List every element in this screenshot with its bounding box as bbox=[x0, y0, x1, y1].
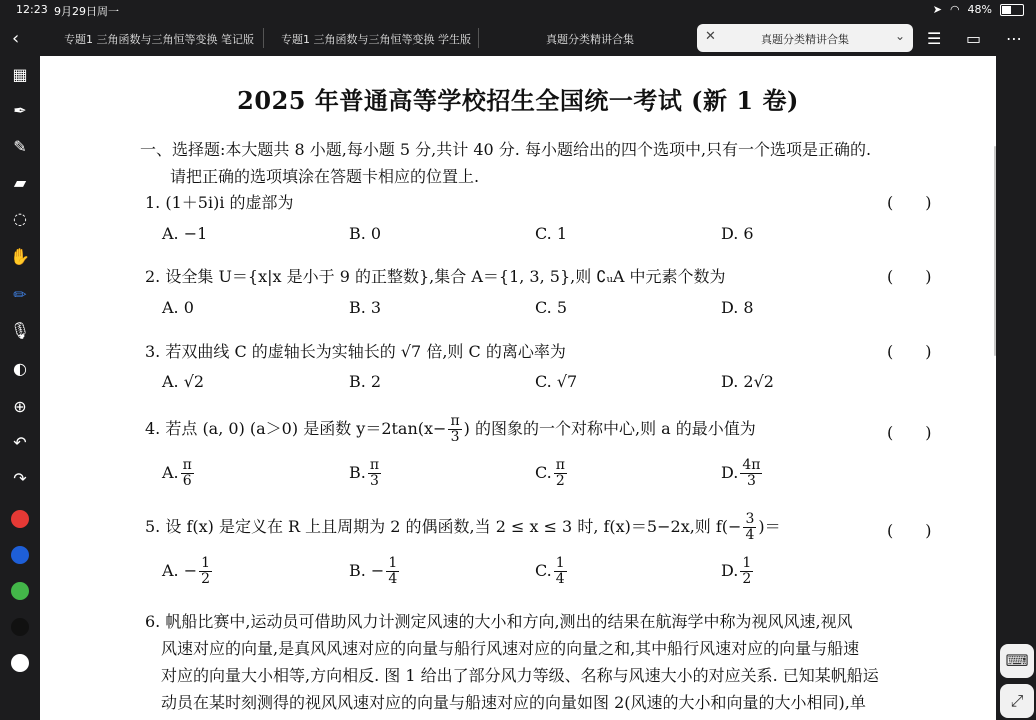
q4-stem-fraction bbox=[448, 414, 461, 445]
fraction-numerator: 1 bbox=[388, 555, 398, 571]
q4-option-c bbox=[535, 458, 569, 489]
q4-stem bbox=[145, 414, 756, 445]
chevron-left-icon[interactable]: ‹ bbox=[12, 28, 20, 49]
q4-stem-post: ) 的图象的一个对称中心,则 a 的最小值为 bbox=[463, 419, 756, 438]
redo-icon[interactable]: ↷ bbox=[13, 469, 27, 488]
fraction-numerator: 1 bbox=[742, 555, 752, 571]
option-label: A. bbox=[162, 463, 179, 482]
location-icon: ➤ bbox=[932, 3, 942, 16]
status-bar bbox=[0, 0, 1036, 20]
fraction-denominator: 6 bbox=[182, 473, 192, 489]
color-black[interactable] bbox=[11, 618, 29, 636]
q6-stem bbox=[145, 608, 955, 716]
fraction-numerator: 4π bbox=[742, 457, 761, 473]
q1-option-a: A. −1 bbox=[162, 224, 208, 243]
fraction-denominator: 4 bbox=[388, 571, 398, 587]
option-label: D. bbox=[721, 561, 739, 580]
undo-icon[interactable]: ↶ bbox=[13, 433, 27, 452]
q5-stem bbox=[145, 512, 781, 543]
option-label: D. bbox=[721, 463, 739, 482]
fraction-denominator: 3 bbox=[746, 473, 756, 489]
q6-line-3: 对应的向量大小相等,方向相反. 图 1 给出了部分风力等级、名称与风速大小的对应关系. 已知某帆船运 bbox=[161, 666, 879, 685]
battery-icon bbox=[1000, 4, 1024, 16]
q2-option-c: C. 5 bbox=[535, 298, 568, 317]
option-fraction bbox=[740, 458, 762, 489]
answer-paren: ( ) bbox=[887, 423, 932, 442]
fraction-numerator: π bbox=[450, 413, 460, 429]
q2-option-d: D. 8 bbox=[721, 298, 754, 317]
section-intro bbox=[140, 136, 960, 190]
q1-option-b: B. 0 bbox=[349, 224, 382, 243]
q3-option-d: D. 2√2 bbox=[721, 372, 774, 391]
fraction-denominator: 2 bbox=[555, 473, 565, 489]
pencil-icon[interactable]: ✏ bbox=[13, 285, 27, 304]
section-line-1: 一、选择题:本大题共 8 小题,每小题 5 分,共计 40 分. 每小题给出的四个选项中,只有一个选项是正确的. bbox=[140, 140, 872, 159]
option-label: A. − bbox=[162, 561, 198, 580]
answer-paren: ( ) bbox=[887, 193, 932, 212]
option-fraction bbox=[554, 458, 567, 489]
tab-student[interactable]: 专题1 三角函数与三角恒等变换 学生版 bbox=[281, 33, 471, 46]
answer-paren: ( ) bbox=[887, 267, 932, 286]
highlighter-icon[interactable]: ✎ bbox=[13, 137, 27, 156]
option-label: C. bbox=[535, 463, 552, 482]
q2-option-b: B. 3 bbox=[349, 298, 382, 317]
pen-icon[interactable]: ✒ bbox=[13, 101, 27, 120]
more-icon[interactable]: ⋯ bbox=[1006, 29, 1022, 48]
hand-icon[interactable]: ✋ bbox=[10, 247, 30, 266]
color-white[interactable] bbox=[11, 654, 29, 672]
tab-active-label: 真题分类精讲合集 bbox=[761, 33, 849, 46]
option-fraction bbox=[199, 556, 212, 587]
battery-fill bbox=[1002, 6, 1011, 14]
fraction-numerator: 1 bbox=[201, 555, 211, 571]
q5-option-d bbox=[721, 556, 755, 587]
option-fraction bbox=[386, 556, 399, 587]
option-fraction bbox=[181, 458, 194, 489]
page-title: 2025 年普通高等学校招生全国统一考试 (新 1 卷) bbox=[237, 86, 799, 115]
add-icon[interactable]: ⊕ bbox=[13, 397, 27, 416]
grid-icon[interactable]: ▦ bbox=[12, 65, 28, 84]
fraction-numerator: π bbox=[555, 457, 565, 473]
mic-icon[interactable]: 🎙 bbox=[9, 321, 31, 340]
q5-option-b bbox=[349, 556, 401, 587]
shape-icon[interactable]: ◐ bbox=[13, 359, 27, 378]
q4-option-a bbox=[162, 458, 196, 489]
fraction-denominator: 4 bbox=[555, 571, 565, 587]
q4-option-d bbox=[721, 458, 764, 489]
list-icon[interactable]: ☰ bbox=[927, 29, 942, 48]
tab-bar bbox=[0, 20, 1036, 56]
option-label: B. − bbox=[349, 561, 385, 580]
lasso-icon[interactable]: ◌ bbox=[13, 209, 27, 228]
option-fraction bbox=[554, 556, 567, 587]
document-page[interactable] bbox=[40, 56, 996, 720]
fraction-denominator: 2 bbox=[742, 571, 752, 587]
fraction-denominator: 3 bbox=[369, 473, 379, 489]
q2-option-a: A. 0 bbox=[162, 298, 194, 317]
tab-divider bbox=[263, 28, 264, 48]
right-margin bbox=[996, 56, 1036, 720]
q6-line-2: 风速对应的向量,是真风风速对应的向量与船行风速对应的向量之和,其中船行风速对应的向量与船速 bbox=[161, 639, 860, 658]
q3-option-c: C. √7 bbox=[535, 372, 578, 391]
q5-stem-post: )＝ bbox=[758, 517, 781, 536]
q5-option-c bbox=[535, 556, 569, 587]
fraction-numerator: π bbox=[182, 457, 192, 473]
q2-stem: 2. 设全集 U＝{x|x 是小于 9 的正整数},集合 A＝{1, 3, 5},则 ∁ᵤA 中元素个数为 bbox=[145, 267, 726, 286]
option-label: C. bbox=[535, 561, 552, 580]
q5-stem-fraction bbox=[743, 512, 756, 543]
q6-line-1: 6. 帆船比赛中,运动员可借助风力计测定风速的大小和方向,测出的结果在航海学中称为视风风速,视风 bbox=[145, 612, 853, 631]
q6-line-4: 动员在某时刻测得的视风风速对应的向量与船速对应的向量如图 2(风速的大小和向量的大小相同),单 bbox=[161, 693, 866, 712]
q1-option-d: D. 6 bbox=[721, 224, 754, 243]
fraction-denominator: 4 bbox=[745, 527, 755, 543]
q1-option-c: C. 1 bbox=[535, 224, 568, 243]
tab-notes[interactable]: 专题1 三角函数与三角恒等变换 笔记版 bbox=[64, 33, 254, 46]
tab-active[interactable] bbox=[697, 24, 913, 52]
chevron-down-icon[interactable]: ⌄ bbox=[894, 29, 905, 43]
fraction-denominator: 3 bbox=[450, 429, 460, 445]
left-toolbar bbox=[0, 56, 40, 720]
tab-collection[interactable]: 真题分类精讲合集 bbox=[546, 33, 634, 46]
eraser-icon[interactable]: ▰ bbox=[13, 173, 27, 192]
color-red[interactable] bbox=[11, 510, 29, 528]
q5-stem-pre: 5. 设 f(x) 是定义在 R 上且周期为 2 的偶函数,当 2 ≤ x ≤ 3 时, f(x)＝5−2x,则 f(− bbox=[145, 517, 742, 536]
fraction-numerator: π bbox=[369, 457, 380, 473]
answer-paren: ( ) bbox=[887, 521, 932, 540]
fraction-numerator: 3 bbox=[745, 511, 755, 527]
q3-option-a: A. √2 bbox=[162, 372, 205, 391]
color-blue[interactable] bbox=[11, 546, 29, 564]
fraction-denominator: 2 bbox=[201, 571, 211, 587]
section-line-2: 请把正确的选项填涂在答题卡相应的位置上. bbox=[170, 167, 480, 186]
status-date: 9月29日周一 bbox=[54, 5, 119, 18]
answer-paren: ( ) bbox=[887, 342, 932, 361]
q3-stem: 3. 若双曲线 C 的虚轴长为实轴长的 √7 倍,则 C 的离心率为 bbox=[145, 342, 566, 361]
wifi-icon: ◠ bbox=[949, 3, 960, 16]
status-time: 12:23 bbox=[16, 3, 48, 16]
q5-option-a bbox=[162, 556, 214, 587]
sidebar-icon[interactable]: ▭ bbox=[966, 29, 982, 48]
battery-percent: 48% bbox=[967, 3, 992, 16]
q3-option-b: B. 2 bbox=[349, 372, 382, 391]
q4-option-b bbox=[349, 458, 383, 489]
q4-stem-pre: 4. 若点 (a, 0) (a＞0) 是函数 y＝2tan(x− bbox=[145, 419, 447, 438]
option-fraction bbox=[740, 556, 753, 587]
close-icon[interactable]: ✕ bbox=[705, 29, 716, 44]
keyboard-icon[interactable]: ⌨ bbox=[1000, 644, 1034, 678]
option-fraction bbox=[368, 458, 381, 489]
option-label: B. bbox=[349, 463, 366, 482]
q1-stem: 1. (1＋5i)i 的虚部为 bbox=[145, 193, 294, 212]
status-right bbox=[933, 3, 1024, 16]
color-green[interactable] bbox=[11, 582, 29, 600]
fraction-numerator: 1 bbox=[555, 555, 565, 571]
expand-icon[interactable]: ⤢ bbox=[1000, 684, 1034, 718]
tab-divider bbox=[478, 28, 479, 48]
